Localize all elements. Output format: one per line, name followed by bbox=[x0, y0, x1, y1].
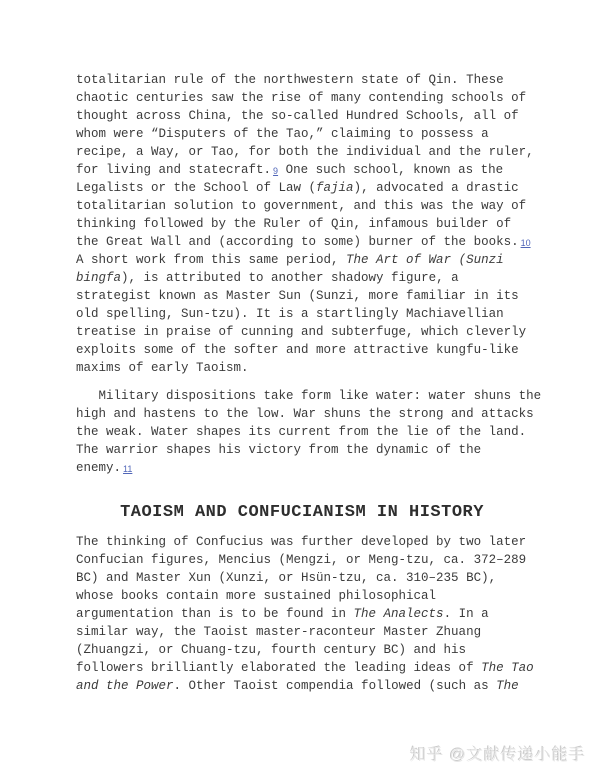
body-paragraph bbox=[76, 533, 534, 695]
text-run: Confucian figures, Mencius (Mengzi, or Meng-tzu, ca. 372–289 bbox=[76, 553, 527, 567]
text-line bbox=[76, 89, 528, 107]
text-run: The thinking of Confucius was further developed by two later bbox=[76, 535, 527, 549]
text-run: the Great Wall and (according to some) burner of the books. bbox=[76, 235, 519, 249]
text-run: thinking followed by the Ruler of Qin, infamous builder of bbox=[76, 217, 512, 231]
text-run: thought across China, the so-called Hundred Schools, all of bbox=[76, 109, 519, 123]
text-run: Legalists or the School of Law ( bbox=[76, 181, 317, 195]
text-line bbox=[76, 215, 528, 233]
italic-text: The Art of War (Sunzi bbox=[346, 253, 504, 267]
text-line bbox=[76, 305, 528, 323]
text-run: One such school, known as the bbox=[278, 163, 504, 177]
text-run: enemy. bbox=[76, 461, 122, 475]
text-run: BC) and Master Xun (Xunzi, or Hsün-tzu, ca. 310–235 BC), bbox=[76, 571, 497, 585]
text-line bbox=[76, 423, 528, 441]
text-line bbox=[76, 251, 528, 269]
text-line bbox=[76, 405, 534, 423]
text-line bbox=[76, 533, 528, 551]
text-run: Military dispositions take form like water: water shuns the bbox=[76, 389, 542, 403]
text-run: The warrior shapes his victory from the dynamic of the bbox=[76, 443, 482, 457]
page-content bbox=[76, 71, 542, 705]
text-line bbox=[76, 441, 528, 459]
italic-text: The Analects bbox=[353, 607, 444, 621]
text-line bbox=[76, 341, 528, 359]
text-run: followers brilliantly elaborated the leading ideas of bbox=[76, 661, 482, 675]
text-line bbox=[76, 287, 528, 305]
footnote-link-9[interactable]: 9 bbox=[273, 166, 279, 176]
italic-text: and the Power bbox=[76, 679, 174, 693]
quote-paragraph bbox=[76, 387, 542, 477]
text-run: whose books contain more sustained philosophical bbox=[76, 589, 437, 603]
text-line bbox=[76, 659, 534, 677]
text-run: totalitarian solution to government, and this was the way of bbox=[76, 199, 527, 213]
text-line bbox=[76, 605, 528, 623]
text-run: maxims of early Taoism. bbox=[76, 361, 249, 375]
text-line bbox=[76, 459, 528, 477]
text-run: exploits some of the softer and more attractive kungfu-like bbox=[76, 343, 519, 357]
text-line bbox=[76, 623, 528, 641]
text-line bbox=[76, 387, 542, 405]
text-line bbox=[76, 323, 528, 341]
body-paragraph bbox=[76, 71, 534, 377]
text-run: A short work from this same period, bbox=[76, 253, 347, 267]
footnote-link-11[interactable]: 11 bbox=[123, 464, 133, 474]
text-run: for living and statecraft. bbox=[76, 163, 272, 177]
text-run: old spelling, Sun-tzu). It is a startlingly Machiavellian bbox=[76, 307, 504, 321]
text-run: (Zhuangzi, or Chuang-tzu, fourth century BC) and his bbox=[76, 643, 467, 657]
text-line bbox=[76, 179, 528, 197]
text-line bbox=[76, 107, 528, 125]
footnote-link-10[interactable]: 10 bbox=[520, 238, 531, 248]
text-line bbox=[76, 587, 528, 605]
italic-text: The bbox=[496, 679, 519, 693]
text-run: treatise in praise of cunning and subterfuge, which cleverly bbox=[76, 325, 527, 339]
text-line bbox=[76, 161, 528, 179]
text-run: the weak. Water shapes its current from the lie of the land. bbox=[76, 425, 527, 439]
text-line bbox=[76, 551, 528, 569]
text-run: similar way, the Taoist master-raconteur Master Zhuang bbox=[76, 625, 482, 639]
text-line bbox=[76, 677, 528, 695]
text-line bbox=[76, 569, 528, 587]
text-line bbox=[76, 641, 528, 659]
text-line bbox=[76, 125, 528, 143]
text-line bbox=[76, 233, 531, 251]
text-run: totalitarian rule of the northwestern state of Qin. These bbox=[76, 73, 504, 87]
text-run: argumentation than is to be found in bbox=[76, 607, 354, 621]
italic-text: bingfa bbox=[76, 271, 122, 285]
text-run: ), is attributed to another shadowy figure, a bbox=[121, 271, 459, 285]
text-line bbox=[76, 197, 528, 215]
text-run: chaotic centuries saw the rise of many contending schools of bbox=[76, 91, 527, 105]
text-run: strategist known as Master Sun (Sunzi, more familiar in its bbox=[76, 289, 519, 303]
text-line bbox=[76, 269, 528, 287]
zhihu-watermark: 知乎 @文献传递小能手 bbox=[410, 747, 586, 764]
text-line bbox=[76, 359, 528, 377]
text-run: high and hastens to the low. War shuns the strong and attacks bbox=[76, 407, 534, 421]
text-run: whom were “Disputers of the Tao,” claiming to possess a bbox=[76, 127, 489, 141]
text-run: . In a bbox=[443, 607, 489, 621]
italic-text: fajia bbox=[316, 181, 354, 195]
text-run: recipe, a Way, or Tao, for both the individual and the ruler, bbox=[76, 145, 534, 159]
text-line bbox=[76, 143, 534, 161]
section-heading: TAOISM AND CONFUCIANISM IN HISTORY bbox=[120, 503, 484, 522]
text-run: ), advocated a drastic bbox=[353, 181, 519, 195]
text-line bbox=[76, 71, 528, 89]
text-run: . Other Taoist compendia followed (such as bbox=[173, 679, 497, 693]
italic-text: The Tao bbox=[481, 661, 534, 675]
